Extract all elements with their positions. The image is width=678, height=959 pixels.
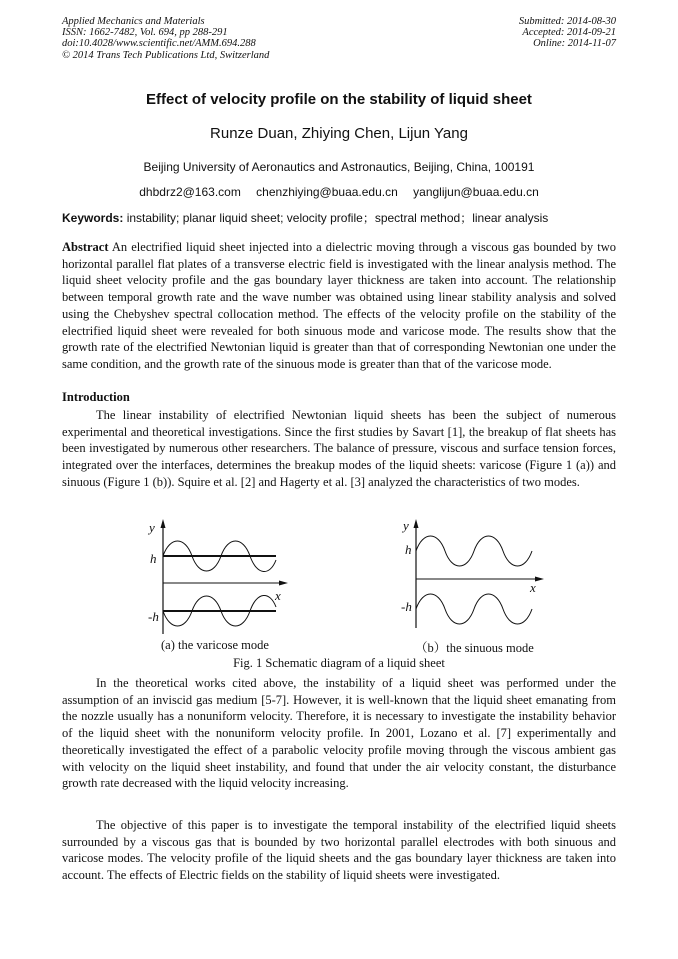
lower-wave-b xyxy=(416,594,532,624)
x-axis-arrow-b xyxy=(535,577,544,582)
label-y-b: y xyxy=(403,518,409,533)
intro-paragraph-1: The linear instability of electrified Newtonian liquid sheets has been the subject of numerous experimental and theoretical investigations. Since the first studies by Savart [1], the breakup of flat sheets has been investigated by numerous other researchers. The balance of pressure, viscous and surface tension forces, integrated over the interfaces, determines the breakup modes of the liquid sheets: varicose (Figure 1 (a)) and sinuous (Figure 1 (b)). Squire et al. [2] and Hagerty et al. [3] analyzed the characteristics of two modes. xyxy=(62,408,616,489)
affiliation: Beijing University of Aeronautics and Astronautics, Beijing, China, 100191 xyxy=(143,160,535,174)
journal-issn: ISSN: 1662-7482, Vol. 694, pp 288-291 xyxy=(62,27,228,39)
emails xyxy=(0,185,678,199)
abstract-text: An electrified liquid sheet injected into a dielectric moving through a viscous gas bounded by two horizontal parallel flat plates of a transverse electric field is investigated with the linear analysis method. The liquid sheet velocity profile and the gas boundary layer thickness are taken into account. The relationship between temporal growth rate and the wave number was obtained using linear stability analysis and solved using the Chebyshev spectral collocation method. The effects of the velocity profile on the stability of the electrified liquid sheet were revealed for both sinuous mode and varicose mode. The results show that the growth rate of the electrified Newtonian liquid is greater than that of corresponding Newtonian one under the same condition, and the growth rate of the sinuous mode is greater than that of the varicose mode. xyxy=(62,240,616,371)
x-axis-arrow-a xyxy=(279,581,288,586)
figure-caption: Fig. 1 Schematic diagram of a liquid sheet xyxy=(233,656,445,670)
date-accepted: Accepted: 2014-09-21 xyxy=(522,27,616,39)
y-axis-arrow-b xyxy=(414,519,419,528)
intro-paragraph-2: In the theoretical works cited above, the instability of a liquid sheet was performed under the assumption of an inviscid gas medium [5-7]. However, it is well-known that the liquid sheet emanating from the nozzle usually has a nonuniform velocity. Therefore, it is necessary to investigate the instability behavior of the liquid sheet with the nonuniform velocity profile. In 2001, Lozano et al. [7] experimentally and theoretically investigated the effect of a parabolic velocity profile moving through the viscous ambient gas with velocity on the liquid sheet instability, and found that under the air velocity constant, the disturbance growth rate decreased with the liquid velocity increasing. xyxy=(62,676,616,791)
email-2: chenzhiying@buaa.edu.cn xyxy=(256,185,398,199)
figure-varicose xyxy=(140,516,300,636)
keywords-text: instability; planar liquid sheet; velocity profile；spectral method；linear analysis xyxy=(123,211,549,225)
label-h-b: h xyxy=(405,542,412,557)
y-axis-arrow-a xyxy=(161,519,166,528)
label-neg-h-a: -h xyxy=(148,609,159,624)
journal-name: Applied Mechanics and Materials xyxy=(62,16,205,27)
journal-header xyxy=(62,16,269,61)
journal-doi: doi:10.4028/www.scientific.net/AMM.694.288 xyxy=(62,38,256,50)
intro-heading: Introduction xyxy=(62,390,130,404)
figure-sinuous xyxy=(393,516,553,636)
authors: Runze Duan, Zhiying Chen, Lijun Yang xyxy=(210,125,468,142)
label-x-b: x xyxy=(530,580,536,595)
caption-a: (a) the varicose mode xyxy=(161,638,269,652)
label-neg-h-b: -h xyxy=(401,599,412,614)
keywords-label: Keywords: xyxy=(62,211,124,225)
email-3: yanglijun@buaa.edu.cn xyxy=(413,185,539,199)
dates-header xyxy=(519,16,616,50)
date-submitted: Submitted: 2014-08-30 xyxy=(518,16,616,27)
label-x-a: x xyxy=(275,588,281,603)
label-y-a: y xyxy=(149,520,155,535)
intro-paragraph-3: The objective of this paper is to investigate the temporal instability of the electrified liquid sheets surrounded by a viscous gas that is bounded by two horizontal parallel electrodes with both sinuous and varicose modes. The velocity profile of the liquid sheets and the gas boundary layer thickness are taken into account. The effects of Electric fields on the stability of liquid sheets were investigated. xyxy=(62,818,616,883)
journal-copyright: © 2014 Trans Tech Publications Ltd, Switzerland xyxy=(62,49,270,61)
paper-title: Effect of velocity profile on the stability of liquid sheet xyxy=(146,91,532,108)
email-1: dhbdrz2@163.com xyxy=(139,185,241,199)
upper-wave-b xyxy=(416,536,532,566)
label-h-a: h xyxy=(150,551,157,566)
keywords xyxy=(62,209,617,226)
caption-b: （b）the sinuous mode xyxy=(415,641,534,655)
abstract xyxy=(62,239,616,373)
abstract-label: Abstract xyxy=(62,240,109,254)
date-online: Online: 2014-11-07 xyxy=(533,38,616,50)
